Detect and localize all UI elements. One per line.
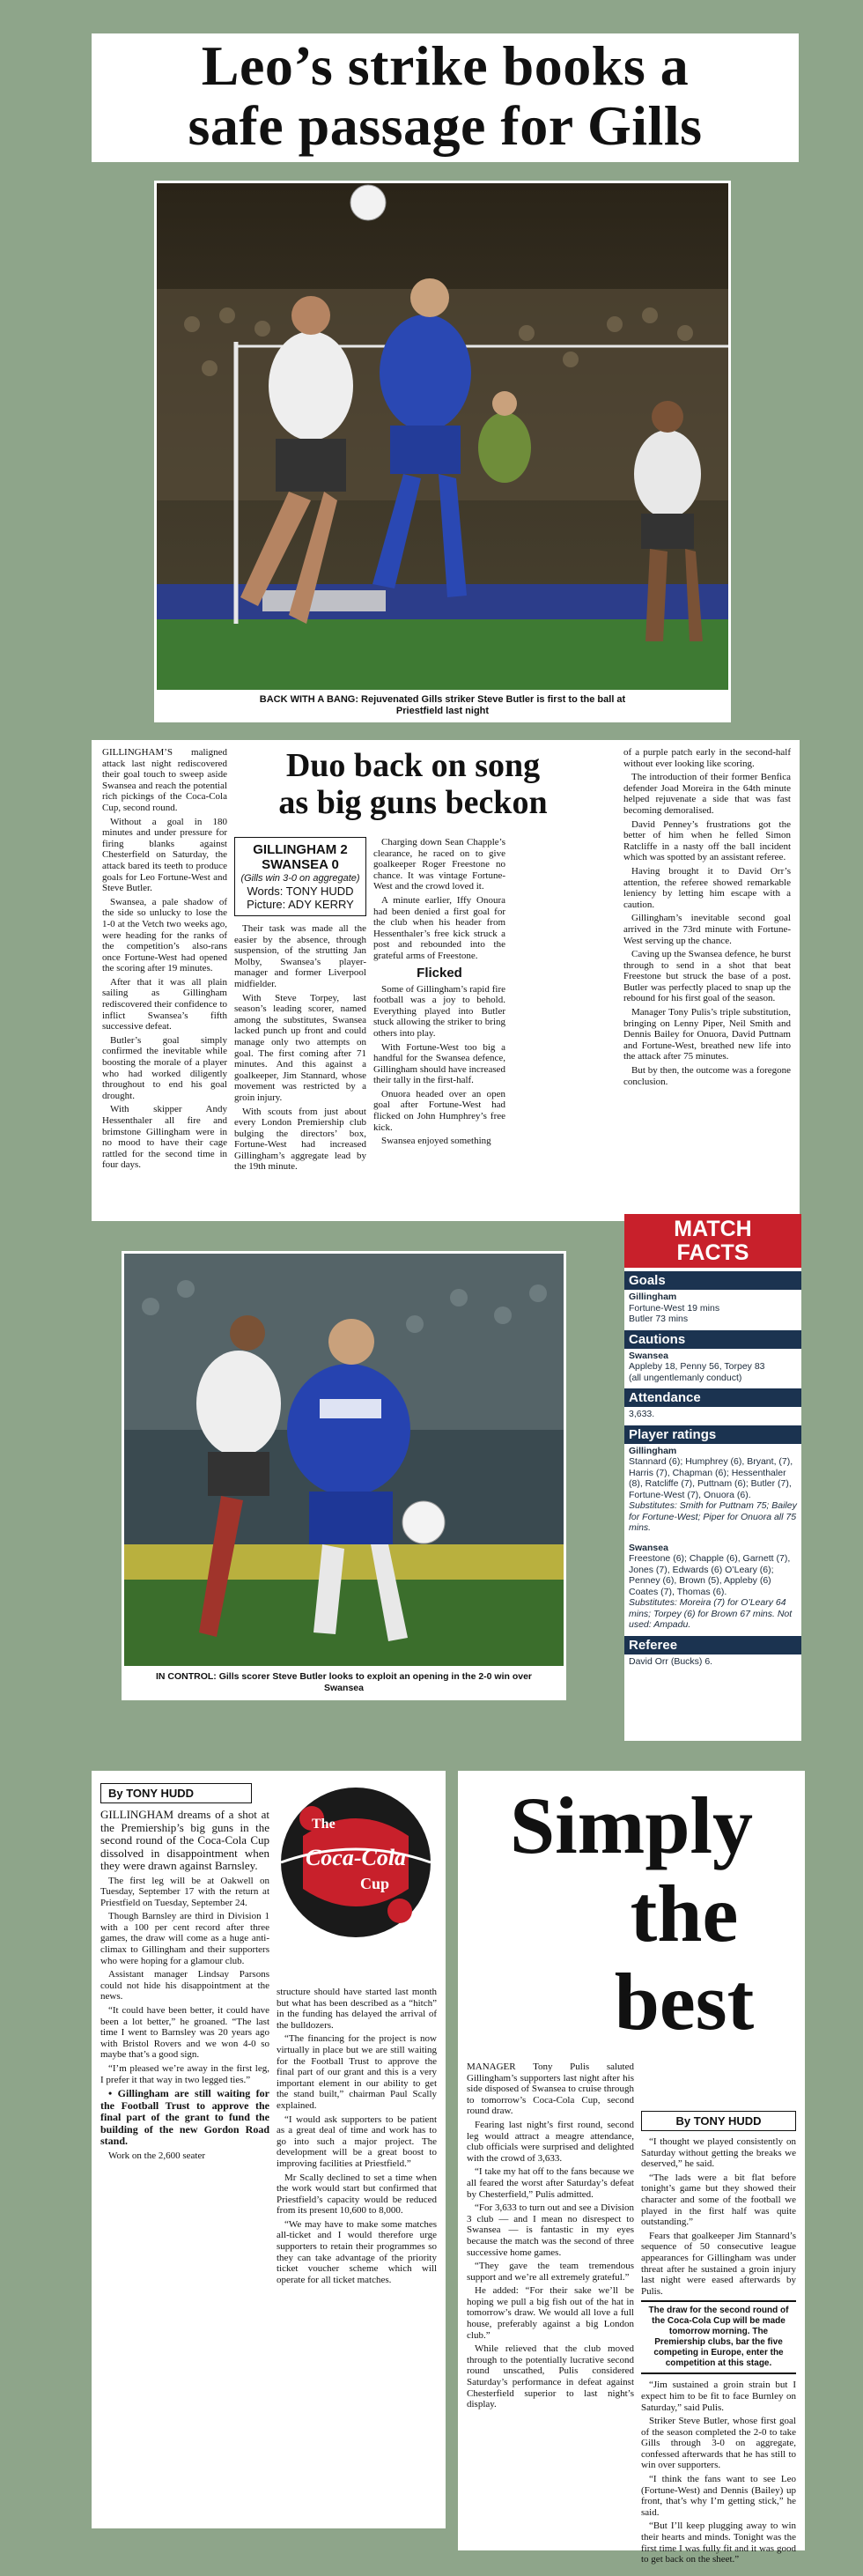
report-paragraph: David Penney’s frustrations got the better of him when he felled Simon Ratcliffe in a nasty off the ball incident which was spotted by an assistant referee. (623, 818, 791, 863)
report-column-1 (102, 747, 227, 1216)
report-paragraph: Manager Tony Pulis’s triple substitution, bringing on Lenny Piper, Neil Smith and Dennis Bailey for Onuora, David Puttnam and Fortune-West, breathed new life into the attack after 75 minutes. (623, 1007, 791, 1062)
cautions-heading: Cautions (624, 1330, 801, 1349)
report-paragraph: The introduction of their former Benfica defender Joad Moreira in the 64th minute helped rejuvenate a side that was fast becoming demoralised. (623, 772, 791, 816)
scorebox-words: Words: TONY HUDD (247, 885, 354, 898)
main-headline-line2: safe passage for Gills (188, 94, 703, 157)
simply-paragraph: Fears that goalkeeper Jim Stannard’s sequence of 50 consecutive league appearances for Gillingham was under threat after he sustained a groin injury last night were eased afterwards by Pulis. (641, 2230, 796, 2297)
cupdraw-paragraph: “It could have been better, it could have been a lot better,” he groaned. “The last time I went to Barnsley was 20 years ago with Bristol Rovers and we won 4-0 so maybe that’s a good sign. (100, 2005, 269, 2061)
photo1-caption-line1: BACK WITH A BANG: Rejuvenated Gills striker Steve Butler is first to the ball at (259, 694, 626, 705)
cupdraw-paragraph: Assistant manager Lindsay Parsons could not hide his disappointment at the news. (100, 1969, 269, 2002)
swans-substitutes: Substitutes: Moreira (7) for O’Leary 64 mins; Torpey (6) for Brown 67 mins. Not used: Ampadu. (629, 1597, 793, 1630)
report-column-4 (623, 747, 791, 1216)
coca-cola-cup-logo (277, 1783, 435, 1942)
cupdraw-paragraph: “We may have to make some matches all-ticket and I would therefore urge supporters to retain their programmes so they can take advantage of the priority ticket voucher scheme which will operate for all ticket matches. (277, 2218, 437, 2285)
referee-heading: Referee (624, 1636, 801, 1654)
report-paragraph: After that it was all plain sailing as Gillingham rediscovered their confidence to inflict Swansea’s fifth successive defeat. (102, 976, 227, 1033)
report-paragraph: Butler’s goal simply confirmed the inevitable while boosting the morale of a player who had worked diligently throughout to end his goal drought. (102, 1034, 227, 1101)
report-paragraph: With scouts from just about every London Premiership club bulging the directors’ box, Fortune-West had increased Gillingham’s aggregate lead by the 19th minute. (234, 1106, 366, 1173)
photo1-image (157, 183, 728, 690)
swans-team: Swansea (629, 1542, 668, 1553)
simply-column-1 (467, 2062, 634, 2537)
cupdraw-paragraph: The first leg will be at Oakwell on Tuesday, September 17 with the return at Priestfield on Tuesday, September 24. (100, 1875, 269, 1908)
swans-ratings-list: Freestone (6); Chapple (6), Garnett (7), Jones (7), Edwards (6) O’Leary (6); Penney (6), Brown (5), Appleby (6) Coates (7), Thomas (6). (629, 1553, 791, 1597)
scorebox-away: SWANSEA 0 (262, 857, 339, 872)
match-facts-panel (624, 1214, 801, 1741)
match-facts-title-line1: MATCH (674, 1217, 752, 1241)
scorebox (234, 837, 366, 916)
goals-body (624, 1290, 801, 1327)
report-paragraph: With Steve Torpey, last season’s leading scorer, named among the substitutes, Swansea lacked punch up front and could manage only two attempts on goal. The first coming after 71 minutes. And this against a goalkeeper, Jim Stannard, whose movement was restricted by a groin injury. (234, 992, 366, 1103)
cupdraw-paragraph: Work on the 2,600 seater (108, 2150, 205, 2161)
report-paragraph: of a purple patch early in the second-half without ever looking like scoring. (623, 747, 791, 769)
simply-column-2 (641, 2111, 796, 2565)
report-column-3 (373, 837, 505, 1216)
gills-team: Gillingham (629, 1445, 677, 1456)
simply-paragraph: “I take my hat off to the fans because we all feared the worst after Saturday’s defeat by Chesterfield,” Pulis admitted. (467, 2166, 634, 2200)
cupdraw-paragraph: structure should have started last month but what has been described as a “hitch” in the funding has delayed the arrival of the bulldozers. (277, 1987, 437, 2031)
report-paragraph: A minute earlier, Iffy Onoura had been denied a first goal for the club when his header from Hessenthaler’s free kick struck a post and rebounded into the grateful arms of Freestone. (373, 894, 505, 961)
simply-headline-line2: the (630, 1869, 739, 1958)
coca-cola-logo-text: Coca-Cola (305, 1845, 407, 1870)
photo2-panel (122, 1251, 566, 1700)
gills-substitutes: Substitutes: Smith for Puttnam 75; Bailey for Fortune-West; Piper for Onuora all 75 mins. (629, 1500, 797, 1533)
cupdraw-paragraph: GILLINGHAM dreams of a shot at the Premiership’s big guns in the second round of the Coca-Cola Cup dissolved in disappointment when they were drawn against Barnsley. (100, 1808, 269, 1872)
scorebox-picture: Picture: ADY KERRY (247, 898, 354, 911)
goals-team: Gillingham (629, 1292, 677, 1302)
simply-paragraph: “The lads were a bit flat before tonight’s game but they showed their character and some of the football we played in the first half was quite outstanding.” (641, 2172, 796, 2228)
swans-ratings (624, 1541, 801, 1632)
simply-byline: By TONY HUDD (641, 2111, 796, 2131)
cupdraw-paragraph: Mr Scally declined to set a time when the work would start but confirmed that Priestfield’s capacity would be reduced from its present 10,600 to 8,000. (277, 2172, 437, 2217)
photo2-caption (122, 1671, 566, 1694)
main-headline-panel (92, 33, 799, 162)
simply-headline-line1: Simply (509, 1780, 754, 1870)
cupdraw-paragraph: “I would ask supporters to be patient as a great deal of time and work has to go into such a major project. The development will be a great boost to improving facilities at Priestfield.” (277, 2113, 437, 2169)
photo2-image (124, 1254, 564, 1666)
simply-paragraph: Fearing last night’s first round, second leg would attract a meagre attendance, club officials were surprised and delighted with the crowd of 3,633. (467, 2119, 634, 2164)
cupdraw-paragraph: “I’m pleased we’re away in the first leg, I prefer it that way in two legged ties.” (100, 2063, 269, 2085)
report-subheading: Flicked (417, 965, 462, 981)
simply-paragraph: “I thought we played consistently on Saturday without getting the breaks we deserved,” he said. (641, 2136, 796, 2170)
report-paragraph: GILLINGHAM’S maligned attack last night rediscovered their goal touch to sweep aside Swansea and reach the potential rich pickings of the Coca-Cola Cup, second round. (102, 747, 227, 813)
simply-paragraph: Striker Steve Butler, whose first goal of the season completed the 2-0 to take Gills through 3-0 on aggregate, confessed afterwards that he has still to win over supporters. (641, 2416, 796, 2471)
cupdraw-paragraph: • Gillingham are still waiting for the Football Trust to approve the final part of the grant to fund the building of the new Gordon Road stand. (100, 2087, 269, 2148)
report-paragraph: Their task was made all the easier by the absence, through suspension, of the strutting Jan Molby, Swansea’s player-manager and former Liverpool midfielder. (234, 923, 366, 989)
simply-paragraph: “For 3,633 to turn out and see a Division 3 club — and I mean no disrespect to Swansea — is fantastic in my eyes because the match was the second of three successive home games. (467, 2202, 634, 2258)
draw-info-box: The draw for the second round of the Coca-Cola Cup will be made tomorrow morning. The Premiership clubs, bar the five competing in Europe, enter the competition at this stage. (641, 2300, 796, 2374)
referee-value: David Orr (Bucks) 6. (629, 1655, 713, 1667)
football-action-photo (157, 183, 728, 690)
report-paragraph: But by then, the outcome was a foregone conclusion. (623, 1065, 791, 1087)
cupdraw-column-1 (100, 1783, 269, 2523)
goals-heading: Goals (624, 1271, 801, 1290)
report-paragraph: Onuora headed over an open goal after Fortune-West had flicked on John Humphrey’s free kick. (373, 1088, 505, 1133)
simply-paragraph: “But I’ll keep plugging away to win their hearts and minds. Tonight was the first time I was fully fit and it was good to get back on the sheet.” (641, 2520, 796, 2565)
report-headline-line1: Duo back on song (285, 747, 541, 784)
simply-headline-line3: best (614, 1957, 755, 2047)
report-paragraph: Charging down Sean Chapple’s clearance, he raced on to give goalkeeper Roger Freestone no chance. It was vintage Fortune-West and the crowd loved it. (373, 837, 505, 892)
simply-headline (467, 1781, 796, 2046)
match-facts-title (624, 1214, 801, 1268)
simply-paragraph: “They gave the team tremendous support and we’re all extremely grateful.” (467, 2261, 634, 2283)
report-paragraph: Swansea enjoyed something (381, 1136, 491, 1147)
report-paragraph: Swansea, a pale shadow of the side so unlucky to lose the 1-0 at the Vetch two weeks ago, were heading for the ranks of the competition’s also-rans once Fortune-West had opened the scoring after 19 minutes. (102, 896, 227, 974)
cup-draw-panel (92, 1771, 446, 2528)
report-paragraph: Caving up the Swansea defence, he burst through to send in a shot that beat Freestone but struck the base of a post. Butler was perfectly placed to snap up the rebound for his first goal of the season. (623, 949, 791, 1004)
report-paragraph: Without a goal in 180 minutes and under pressure for firing blanks against Chesterfield on Saturday, the attack bared its teeth to produce goals for Leo Fortune-West and Steve Butler. (102, 816, 227, 894)
report-column-2 (234, 837, 366, 1216)
cautions-body (624, 1349, 801, 1386)
photo1-caption-line2: Priestfield last night (395, 706, 490, 716)
match-facts-title-line2: FACTS (676, 1240, 749, 1265)
ratings-heading: Player ratings (624, 1425, 801, 1444)
match-report-panel (92, 740, 800, 1221)
scorebox-aggregate: (Gills win 3-0 on aggregate) (240, 873, 360, 884)
photo1-panel (154, 181, 731, 722)
report-paragraph: With Fortune-West too big a handful for the Swansea defence, Gillingham should have increased their tally in the first-half. (373, 1041, 505, 1086)
simply-paragraph: He added: “For their sake we’ll be hoping we pull a big fish out of the hat in tomorrow’s draw. We would all love a full house, preferably against a big London club.” (467, 2285, 634, 2341)
coca-cola-logo-cup: Cup (360, 1875, 390, 1892)
simply-paragraph: “Jim sustained a groin strain but I expect him to be fit to face Burnley on Saturday,” said Pulis. (641, 2380, 796, 2413)
goal-entry: Fortune-West 19 mins (629, 1302, 720, 1314)
gills-ratings-list: Stannard (6); Humphrey (6), Bryant, (7), Harris (7), Chapman (6); Hessenthaler (8), Ratcliffe (7), Puttnam (6); Butler (7), Fortune-West (7), Onuora (6). (629, 1456, 793, 1500)
cautions-entry: Appleby 18, Penny 56, Torpey 83 (629, 1361, 765, 1372)
simply-paragraph: While relieved that the club moved through to the potentially lucrative second round unscathed, Pulis considered Saturday’s performance in defeat against Chesterfield superior to last night’s display. (467, 2343, 634, 2410)
cupdraw-paragraph: Though Barnsley are third in Division 1 with a 100 per cent record after three games, the draw will come as a huge anti-climax to Gillingham and their supporters who were hoping for a glamour club. (100, 1911, 269, 1966)
report-paragraph: Some of Gillingham’s rapid fire football was a joy to behold. Everything played into Butler stuck allowing the striker to bring others into play. (373, 983, 505, 1039)
scorebox-home: GILLINGHAM 2 (253, 842, 348, 857)
photo1-caption (154, 694, 731, 717)
cupdraw-column-2 (277, 1987, 437, 2524)
photo2-caption-line2: Swansea (324, 1683, 364, 1693)
attendance-value: 3,633. (629, 1409, 655, 1419)
cupdraw-paragraph: “The financing for the project is now virtually in place but we are still waiting for the Football Trust to approve the final part of our grant and this is a very important element in our ability to get the stand built,” chairman Paul Scally explained. (277, 2033, 437, 2111)
football-control-photo (124, 1254, 564, 1666)
simply-paragraph: MANAGER Tony Pulis saluted Gillingham’s supporters last night after his side disposed of Swansea to cruise through to tomorrow’s Coca-Cola Cup, second round draw. (467, 2062, 634, 2117)
cupdraw-byline: By TONY HUDD (100, 1783, 252, 1803)
report-paragraph: Gillingham’s inevitable second goal arrived in the 73rd minute with Fortune-West serving up the chance. (623, 913, 791, 946)
report-paragraph: With skipper Andy Hessenthaler all fire and brimstone Gillingham were in no mood to have their cage rattled for the second time in four days. (102, 1104, 227, 1171)
simply-paragraph: “I think the fans want to see Leo (Fortune-West) and Dennis (Bailey) up front, that’s why I’m getting stick,” he said. (641, 2474, 796, 2518)
report-headline-line2: as big guns beckon (278, 784, 548, 821)
coca-cola-logo-the: The (312, 1817, 336, 1832)
main-headline-line1: Leo’s strike books a (201, 34, 690, 97)
cautions-team: Swansea (629, 1350, 668, 1361)
attendance-heading: Attendance (624, 1388, 801, 1407)
photo2-caption-line1: IN CONTROL: Gills scorer Steve Butler looks to exploit an opening in the 2-0 win over (155, 1671, 533, 1682)
gills-ratings (624, 1444, 801, 1536)
report-paragraph: Having brought it to David Orr’s attention, the referee showed remarkable leniency by letting him escape with a caution. (623, 865, 791, 910)
goal-entry: Butler 73 mins (629, 1314, 689, 1324)
cautions-note: (all ungentlemanly conduct) (629, 1372, 742, 1383)
simply-the-best-panel (458, 1771, 805, 2565)
report-headline (234, 747, 592, 821)
